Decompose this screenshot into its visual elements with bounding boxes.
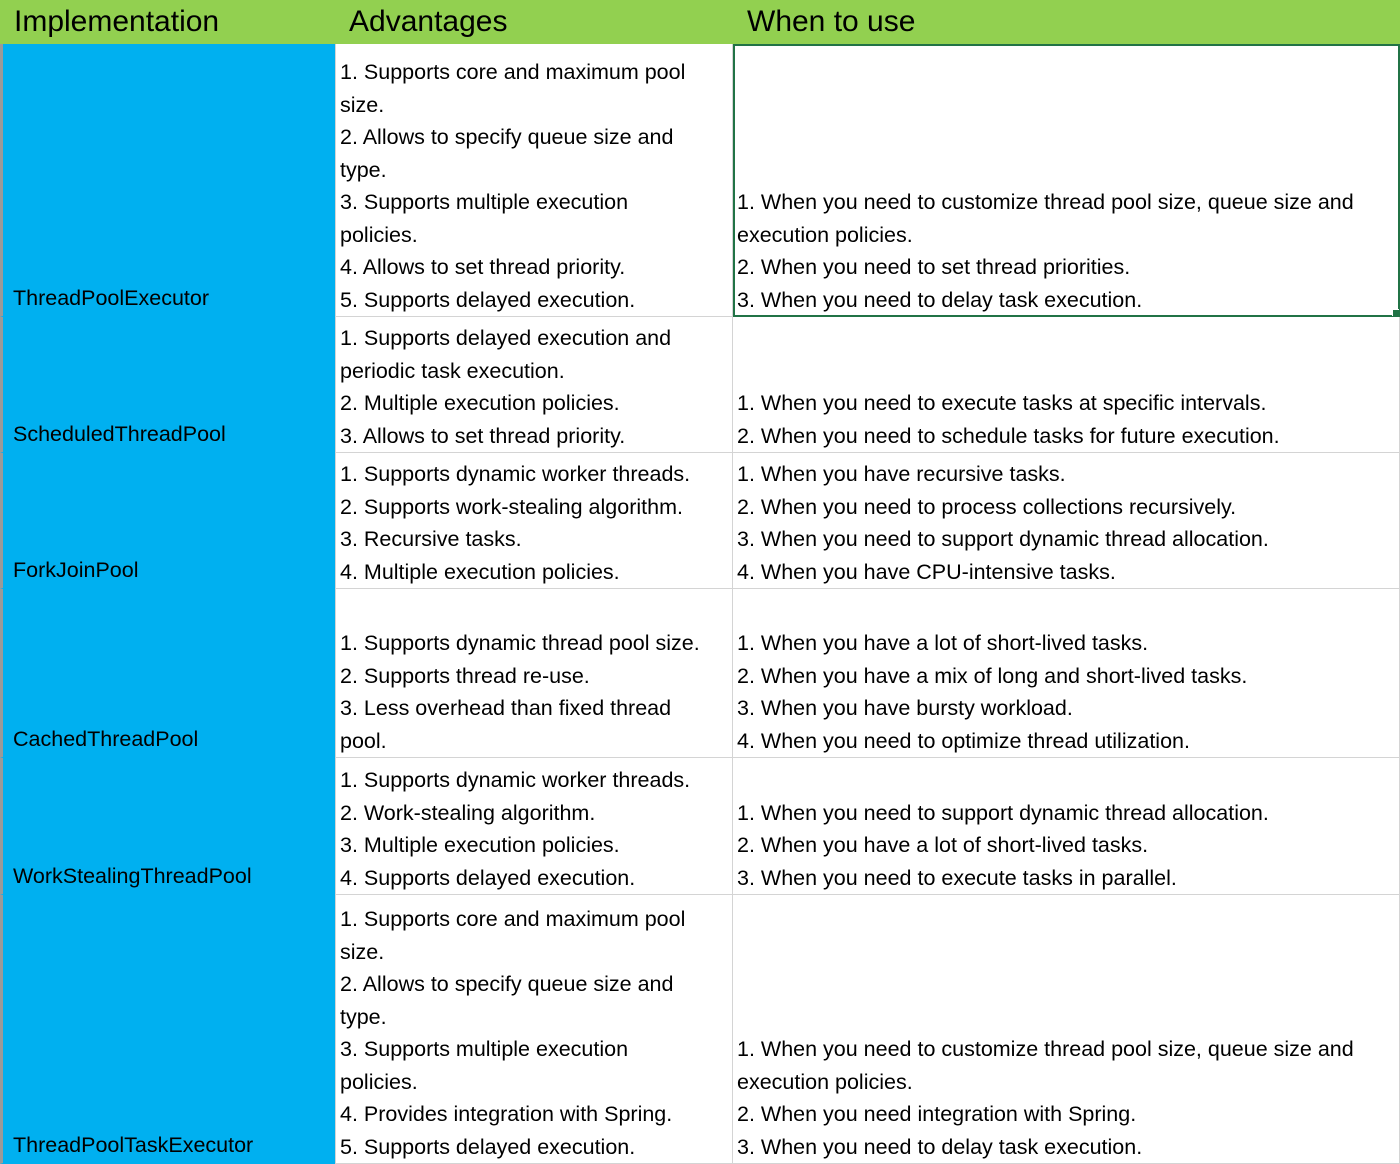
when-to-use-line: execution policies. xyxy=(737,1069,913,1094)
advantage-line: 1. Supports dynamic thread pool size. xyxy=(340,631,700,655)
advantage-line: 1. Supports core and maximum pool xyxy=(340,60,686,84)
when-to-use-line: execution policies. xyxy=(737,222,913,247)
when-to-use-line: 2. When you have a mix of long and short-lived tasks. xyxy=(737,663,1248,688)
when-to-use-line: 2. When you need integration with Spring. xyxy=(737,1102,1137,1126)
implementation-name: ThreadPoolTaskExecutor xyxy=(13,1133,254,1157)
when-to-use-cell[interactable] xyxy=(733,589,1400,758)
implementation-name: ThreadPoolExecutor xyxy=(13,286,209,310)
advantage-line: 1. Supports dynamic worker threads. xyxy=(340,462,691,486)
when-to-use-line: 3. When you need to support dynamic thread allocation. xyxy=(737,527,1269,551)
advantages-cell[interactable] xyxy=(335,589,733,758)
advantage-line: 3. Recursive tasks. xyxy=(340,527,522,551)
advantage-line: policies. xyxy=(340,222,418,247)
when-to-use-cell-selected[interactable] xyxy=(733,44,1400,317)
header-implementation[interactable]: Implementation xyxy=(0,0,335,44)
when-to-use-line: 3. When you need to delay task execution. xyxy=(737,1134,1143,1159)
advantage-line: size. xyxy=(340,939,385,964)
advantage-line: 3. Less overhead than fixed thread xyxy=(340,696,672,720)
advantage-line: 1. Supports delayed execution and xyxy=(340,326,672,350)
when-to-use-line: 3. When you need to execute tasks in parallel. xyxy=(737,865,1177,890)
when-to-use-line: 4. When you need to optimize thread utilization. xyxy=(737,728,1190,753)
when-to-use-line: 3. When you need to delay task execution. xyxy=(737,287,1143,312)
header-advantages[interactable]: Advantages xyxy=(335,0,733,44)
advantage-line: pool. xyxy=(340,728,387,753)
implementation-cell[interactable] xyxy=(0,453,335,589)
advantages-cell[interactable] xyxy=(335,895,733,1164)
advantage-line: policies. xyxy=(340,1069,418,1094)
when-to-use-line: 1. When you need to customize thread pool size, queue size and xyxy=(737,190,1354,214)
when-to-use-line: 2. When you need to schedule tasks for future execution. xyxy=(737,423,1280,448)
implementation-name: ScheduledThreadPool xyxy=(13,422,226,446)
when-to-use-line: 4. When you have CPU-intensive tasks. xyxy=(737,559,1116,584)
advantage-line: 2. Allows to specify queue size and xyxy=(340,972,674,996)
when-to-use-cell[interactable] xyxy=(733,758,1400,895)
advantage-line: 3. Supports multiple execution xyxy=(340,190,629,214)
when-to-use-cell[interactable] xyxy=(733,453,1400,589)
implementation-name: WorkStealingThreadPool xyxy=(13,864,252,888)
when-to-use-line: 1. When you need to execute tasks at specific intervals. xyxy=(737,391,1267,415)
advantage-line: 2. Supports thread re-use. xyxy=(340,663,590,688)
implementation-cell[interactable] xyxy=(0,758,335,895)
when-to-use-line: 1. When you need to customize thread pool size, queue size and xyxy=(737,1037,1354,1061)
implementation-cell[interactable] xyxy=(0,589,335,758)
header-when-to-use[interactable]: When to use xyxy=(733,0,1400,44)
when-to-use-cell[interactable] xyxy=(733,317,1400,453)
advantages-cell[interactable] xyxy=(335,453,733,589)
when-to-use-line: 1. When you need to support dynamic thread allocation. xyxy=(737,800,1269,825)
implementation-name: CachedThreadPool xyxy=(13,727,199,751)
advantages-cell[interactable] xyxy=(335,758,733,895)
advantages-cell[interactable] xyxy=(335,44,733,317)
advantage-line: 2. Work-stealing algorithm. xyxy=(340,800,596,825)
advantage-line: periodic task execution. xyxy=(340,358,565,383)
when-to-use-line: 2. When you need to process collections recursively. xyxy=(737,494,1237,519)
implementation-cell[interactable] xyxy=(0,44,335,317)
implementation-cell[interactable] xyxy=(0,317,335,453)
when-to-use-line: 2. When you have a lot of short-lived tasks. xyxy=(737,833,1149,857)
advantage-line: 2. Multiple execution policies. xyxy=(340,391,620,415)
when-to-use-cell[interactable] xyxy=(733,895,1400,1164)
advantage-line: 1. Supports dynamic worker threads. xyxy=(340,768,691,792)
advantage-line: type. xyxy=(340,157,387,182)
advantage-line: 5. Supports delayed execution. xyxy=(340,1134,636,1159)
fill-handle[interactable] xyxy=(1392,309,1400,317)
advantage-line: 4. Supports delayed execution. xyxy=(340,865,636,890)
advantage-line: 2. Allows to specify queue size and xyxy=(340,125,674,149)
implementation-cell[interactable] xyxy=(0,895,335,1164)
when-to-use-line: 2. When you need to set thread priorities. xyxy=(737,255,1131,279)
advantage-line: 5. Supports delayed execution. xyxy=(340,287,636,312)
advantage-line: 1. Supports core and maximum pool xyxy=(340,907,686,931)
advantage-line: 3. Multiple execution policies. xyxy=(340,833,620,857)
when-to-use-line: 3. When you have bursty workload. xyxy=(737,696,1073,720)
when-to-use-line: 1. When you have recursive tasks. xyxy=(737,462,1066,486)
advantages-cell[interactable] xyxy=(335,317,733,453)
implementation-name: ForkJoinPool xyxy=(13,558,139,582)
advantage-line: 3. Allows to set thread priority. xyxy=(340,423,626,448)
advantage-line: 2. Supports work-stealing algorithm. xyxy=(340,494,683,519)
advantage-line: type. xyxy=(340,1004,387,1029)
when-to-use-line: 1. When you have a lot of short-lived tasks. xyxy=(737,631,1149,655)
advantage-line: 4. Provides integration with Spring. xyxy=(340,1102,673,1126)
advantage-line: 3. Supports multiple execution xyxy=(340,1037,629,1061)
advantage-line: 4. Allows to set thread priority. xyxy=(340,255,626,279)
advantage-line: size. xyxy=(340,92,385,117)
advantage-line: 4. Multiple execution policies. xyxy=(340,559,620,584)
